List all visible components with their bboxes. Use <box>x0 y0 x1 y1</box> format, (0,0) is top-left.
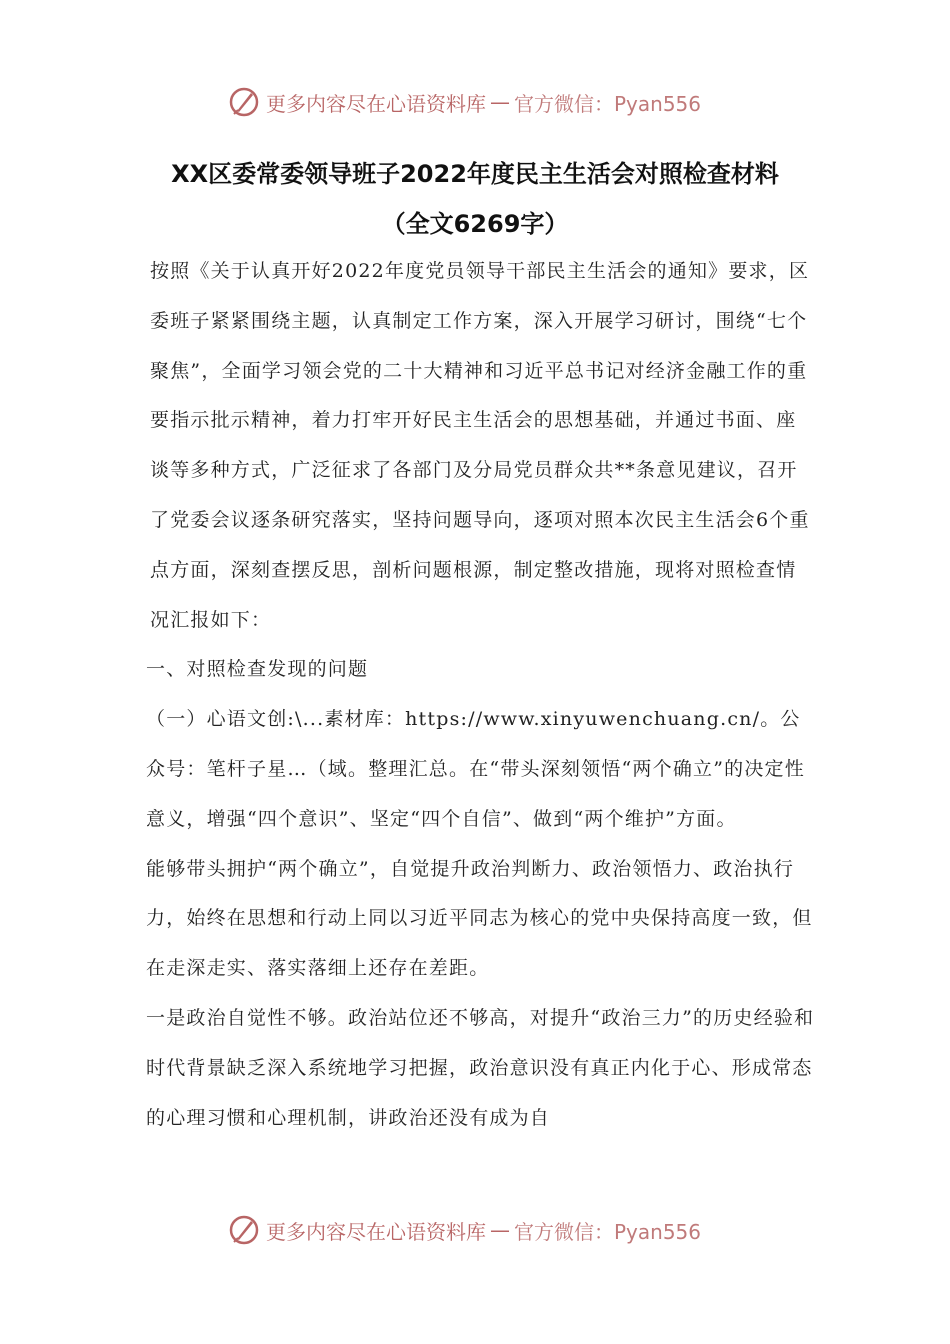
watermark-separator: — <box>490 1218 510 1242</box>
body-paragraph: 一是政治自觉性不够。政治站位还不够高，对提升“政治三力”的历史经验和时代背景缺乏深入系统地学习把握，政治意识没有真正内化于心、形成常态的心理习惯和心理机制，讲政治还没有成为自 <box>146 1006 815 1129</box>
footer-watermark <box>228 1210 701 1250</box>
subsection-paragraph: （一）心语文创:\...素材库：https://www.xinyuwenchuang.cn/。公众号：笔杆子星…（域。整理汇总。在“带头深刻领悟“两个确立”的决定性意义，增强“四个意识”、坚定“四个自信”、做到“两个维护”方面。 <box>146 708 805 830</box>
watermark-text: 更多内容尽在心语资料库 <box>266 91 486 116</box>
document-body <box>146 247 816 1143</box>
section-heading: 一、对照检查发现的问题 <box>146 658 369 681</box>
quill-pen-circle-icon <box>228 1214 260 1246</box>
watermark-separator: — <box>490 90 510 114</box>
document-title: XX区委常委领导班子2022年度民主生活会对照检查材料 <box>171 160 779 188</box>
watermark-contact: 官方微信：Pyan556 <box>514 1219 702 1244</box>
document-subtitle: （全文6269字） <box>381 210 569 238</box>
watermark-contact: 官方微信：Pyan556 <box>514 91 702 116</box>
quill-pen-circle-icon <box>228 86 260 118</box>
intro-paragraph: 按照《关于认真开好2022年度党员领导干部民主生活会的通知》要求，区委班子紧紧围绕主题，认真制定工作方案，深入开展学习研讨，围绕“七个聚焦”，全面学习领会党的二十大精神和习近平总书记对经济金融工作的重要指示批示精神，着力打牢开好民主生活会的思想基础，并通过书面、座谈等多种方式，广泛征求了各部门及分局党员群众共**条意见建议，召开了党委会议逐条研究落实，坚持问题导向，逐项对照本次民主生活会6个重点方面，深刻查摆反思，剖析问题根源，制定整改措施，现将对照检查情况汇报如下： <box>150 260 810 631</box>
header-watermark <box>228 82 701 122</box>
watermark-text: 更多内容尽在心语资料库 <box>266 1219 486 1244</box>
body-paragraph: 能够带头拥护“两个确立”，自觉提升政治判断力、政治领悟力、政治执行力，始终在思想和行动上同以习近平同志为核心的党中央保持高度一致，但在走深走实、落实落细上还存在差距。 <box>146 857 813 980</box>
